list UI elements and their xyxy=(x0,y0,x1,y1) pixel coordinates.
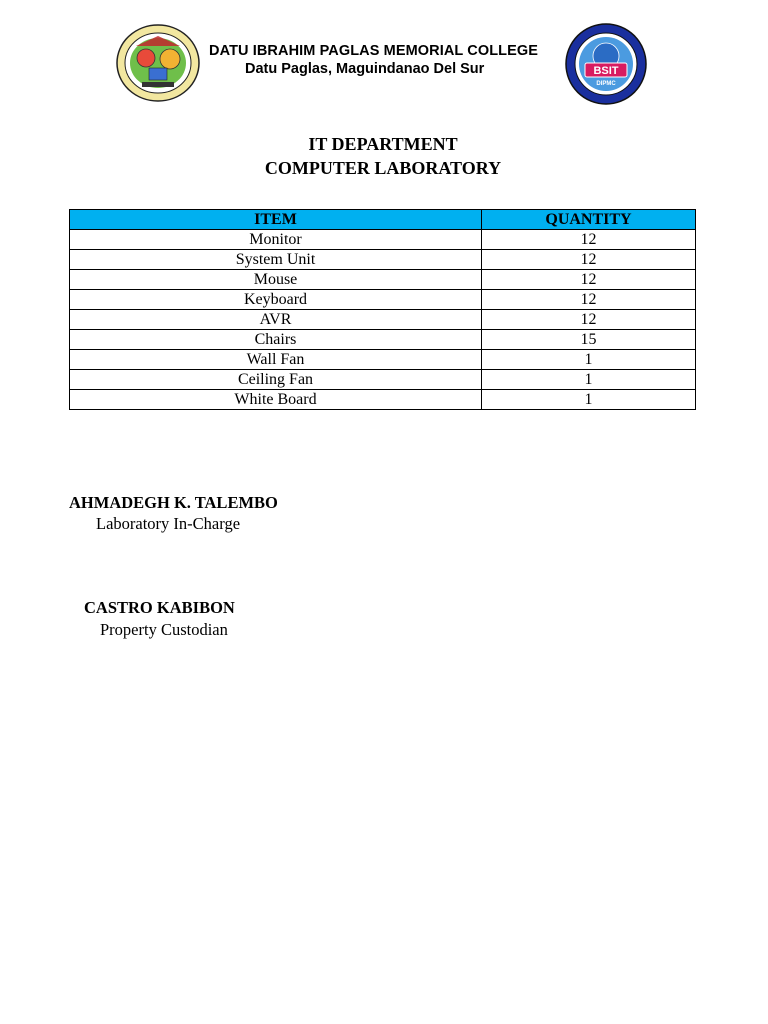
signatory-role: Property Custodian xyxy=(100,620,228,639)
table-row xyxy=(70,230,696,250)
table-row xyxy=(70,390,696,410)
item-cell: White Board xyxy=(70,390,482,410)
table-row xyxy=(70,350,696,370)
quantity-cell: 12 xyxy=(482,310,696,330)
quantity-cell: 1 xyxy=(482,390,696,410)
quantity-cell: 12 xyxy=(482,270,696,290)
table-row xyxy=(70,270,696,290)
signatory-name: AHMADEGH K. TALEMBO xyxy=(69,493,278,512)
quantity-cell: 12 xyxy=(482,250,696,270)
quantity-cell: 1 xyxy=(482,370,696,390)
svg-text:BSIT: BSIT xyxy=(593,65,619,77)
item-cell: Mouse xyxy=(70,270,482,290)
item-cell: Chairs xyxy=(70,330,482,350)
college-seal-icon xyxy=(116,24,200,102)
item-cell: Monitor xyxy=(70,230,482,250)
signatory-role: Laboratory In-Charge xyxy=(96,514,241,533)
item-cell: Wall Fan xyxy=(70,350,482,370)
quantity-cell: 15 xyxy=(482,330,696,350)
laboratory-title: COMPUTER LABORATORY xyxy=(264,158,502,178)
table-row xyxy=(70,330,696,350)
table-row xyxy=(70,290,696,310)
bsit-seal-icon xyxy=(565,23,647,105)
quantity-cell: 1 xyxy=(482,350,696,370)
signatory-name: CASTRO KABIBON xyxy=(84,598,235,617)
table-row xyxy=(70,310,696,330)
item-cell: Keyboard xyxy=(70,290,482,310)
quantity-cell: 12 xyxy=(482,230,696,250)
column-header-item: ITEM xyxy=(70,210,482,230)
table-header-row xyxy=(70,210,696,230)
inventory-table xyxy=(69,209,696,410)
college-name: DATU IBRAHIM PAGLAS MEMORIAL COLLEGE xyxy=(209,43,539,59)
item-cell: System Unit xyxy=(70,250,482,270)
quantity-cell: 12 xyxy=(482,290,696,310)
item-cell: AVR xyxy=(70,310,482,330)
table-row xyxy=(70,250,696,270)
svg-text:DIPMC: DIPMC xyxy=(596,81,616,87)
column-header-quantity: QUANTITY xyxy=(482,210,696,230)
bsit-seal-logo xyxy=(565,23,647,105)
department-title: IT DEPARTMENT xyxy=(308,134,458,154)
table-row xyxy=(70,370,696,390)
college-seal-logo xyxy=(116,24,200,102)
college-address: Datu Paglas, Maguindanao Del Sur xyxy=(245,61,485,77)
item-cell: Ceiling Fan xyxy=(70,370,482,390)
